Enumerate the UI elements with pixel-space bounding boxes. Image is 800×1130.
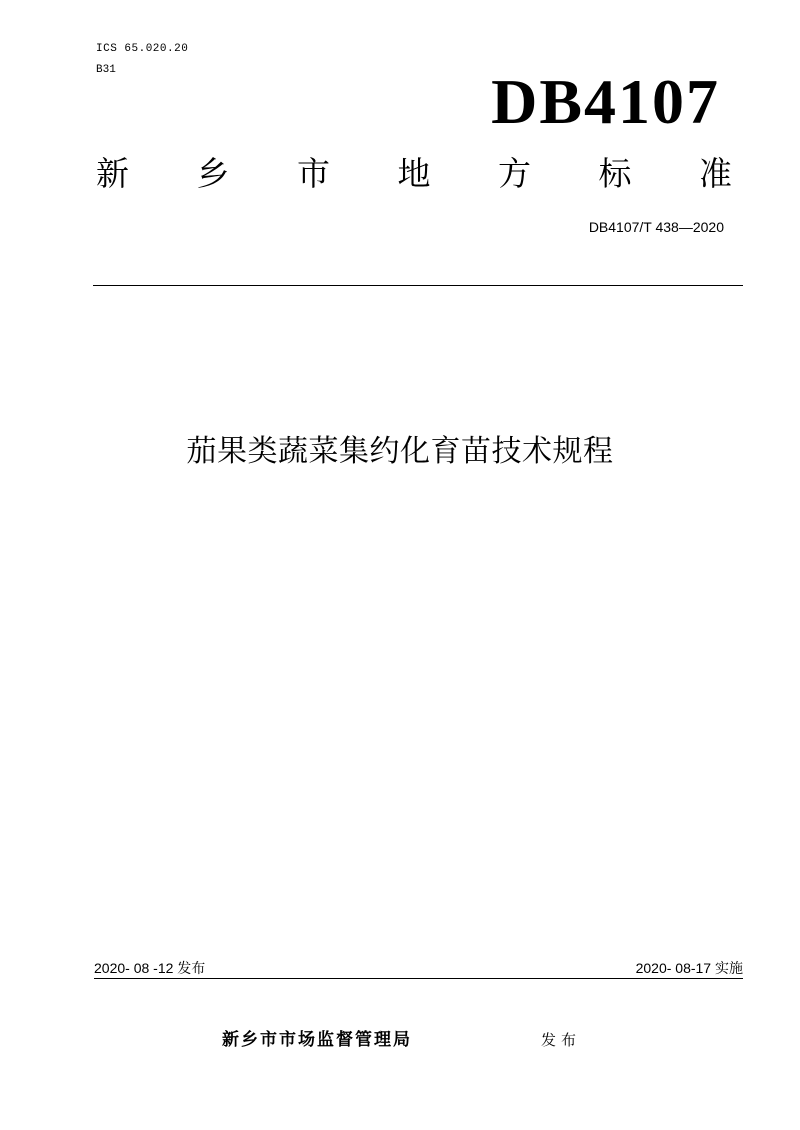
standard-name-char: 地 — [397, 154, 431, 193]
standard-name — [96, 152, 732, 196]
publish-label: 发布 — [541, 1031, 582, 1049]
date-row — [94, 958, 743, 979]
publish-date: 2020- 08 -12 发布 — [94, 960, 206, 976]
header-divider — [93, 285, 743, 286]
standard-name-char: 新 — [96, 154, 129, 193]
standard-name-char: 准 — [699, 154, 732, 193]
document-title: 茄果类蔬菜集约化育苗技术规程 — [186, 434, 614, 469]
publisher-name: 新乡市市场监督管理局 — [222, 1030, 412, 1050]
standard-name-char: 标 — [598, 154, 632, 193]
standard-name-char: 市 — [297, 154, 330, 193]
standard-name-char: 方 — [498, 154, 531, 193]
classification-code: B31 — [96, 64, 116, 76]
ics-code: ICS 65.020.20 — [96, 43, 189, 55]
standard-number: DB4107/T 438—2020 — [588, 219, 724, 235]
effective-date: 2020- 08-17 实施 — [635, 960, 743, 976]
standard-code: DB4107 — [491, 66, 720, 137]
standard-name-char: 乡 — [196, 154, 230, 193]
